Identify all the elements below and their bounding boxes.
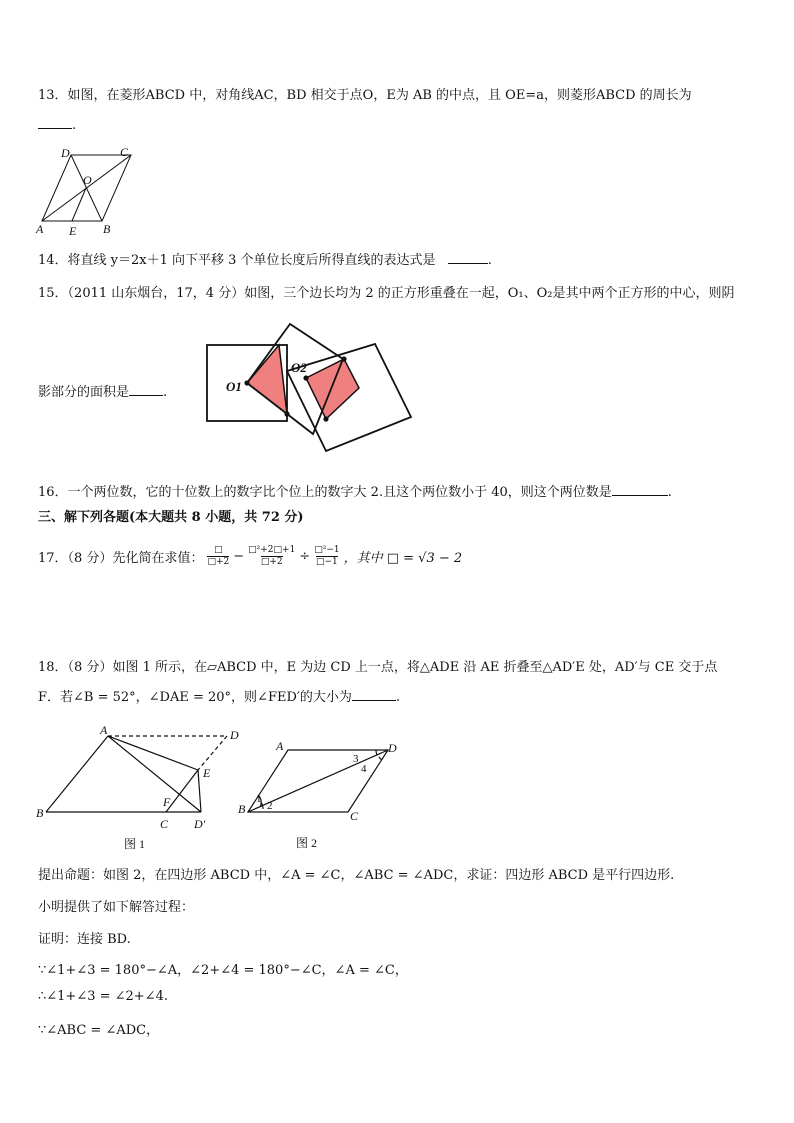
q17-prefix: 17．（8 分）先化简在求值： <box>38 551 204 566</box>
q13-stem: 13．如图，在菱形ABCD 中，对角线AC，BD 相交于点O，E为 AB 的中点，且 OE=a，则菱形ABCD 的周长为 <box>38 88 692 103</box>
q18-text-line2 <box>38 686 400 705</box>
q13-label-B: B <box>103 222 111 236</box>
fig1-label-D: D <box>230 728 239 742</box>
q18-end: . <box>395 690 400 705</box>
proof-line-4: ∵∠ABC = ∠ADC， <box>38 1023 160 1038</box>
q13-answer-line <box>38 118 76 133</box>
q16-stem: 16．一个两位数，它的十位数上的数字比个位上的数字大 2.且这个两位数小于 40，则这个两位数是 <box>38 485 612 500</box>
q14-stem: 14．将直线 y＝2x＋1 向下平移 3 个单位长度后所得直线的表达式是 <box>38 253 436 268</box>
q16-answer-blank[interactable] <box>612 495 668 496</box>
q17-fraction-1 <box>207 545 229 568</box>
q17-fraction-3 <box>314 545 339 568</box>
fig2-label-B: B <box>238 802 246 816</box>
q15-stem-2: 影部分的面积是 <box>38 385 130 400</box>
q16-text <box>38 481 672 500</box>
fig2-num-1: 1 <box>256 793 262 805</box>
q18-stem-2: F．若∠B = 52°，∠DAE = 20°，则∠FED′的大小为 <box>38 690 352 705</box>
proof-line-2: ∵∠1+∠3 = 180°−∠A，∠2+∠4 = 180°−∠C，∠A = ∠C， <box>38 963 408 978</box>
q15-stem-1: 15．（2011 山东烟台，17，4 分）如图，三个边长均为 2 的正方形重叠在一起，O₁、O₂是其中两个正方形的中心，则阴 <box>38 286 735 301</box>
q14-end: . <box>487 253 492 268</box>
q14-answer-blank[interactable] <box>448 263 488 264</box>
q18-intro: 小明提供了如下解答过程： <box>38 900 195 915</box>
fig2-label-A: A <box>276 739 284 753</box>
q17-minus: − <box>233 549 245 564</box>
fig1-label-F: F <box>163 795 171 809</box>
q15-end: . <box>163 385 168 400</box>
fig2-label-C: C <box>350 809 359 823</box>
q17-frac2-den: □+2 <box>260 557 283 567</box>
q15-answer-blank[interactable] <box>129 395 163 396</box>
fig1-label-A: A <box>100 723 108 737</box>
fig2-num-3: 3 <box>353 753 359 765</box>
q15-squares-figure <box>200 316 416 452</box>
q17-fraction-2 <box>248 545 295 568</box>
fig1-label-B: B <box>36 806 44 820</box>
fig1-label-Dp: D′ <box>194 817 206 831</box>
q18-text-line1 <box>38 656 717 675</box>
q18-figure-1 <box>32 722 252 854</box>
proof-line-1: 证明：连接 BD. <box>38 932 131 947</box>
q17-divide: ÷ <box>299 549 311 564</box>
q17-condition: ，其中 □ = √3 − 2 <box>343 551 463 566</box>
q17-frac1-den: □+2 <box>207 557 230 567</box>
q18-proposal: 提出命题：如图 2，在四边形 ABCD 中，∠A = ∠C，∠ABC = ∠ADC，求证：四边形 ABCD 是平行四边形. <box>38 868 675 883</box>
q15-text-line1 <box>38 282 734 301</box>
fig1-label-E: E <box>203 766 211 780</box>
q15-text-line2 <box>38 381 167 400</box>
q13-answer-blank[interactable] <box>38 128 72 129</box>
q13-label-A: A <box>36 222 44 236</box>
fig2-caption: 图 2 <box>296 836 318 850</box>
q13-label-C: C <box>120 145 129 159</box>
fig1-caption: 图 1 <box>124 837 146 851</box>
q17-frac2-num: □²+2□+1 <box>248 545 296 555</box>
q18-figure-2 <box>238 736 404 854</box>
q18-answer-blank[interactable] <box>352 700 396 701</box>
q13-label-O: O <box>83 173 92 187</box>
q18-stem-1: 18．（8 分）如图 1 所示，在▱ABCD 中，E 为边 CD 上一点，将△ADE 沿 AE 折叠至△AD′E 处，AD′与 CE 交于点 <box>38 660 718 675</box>
q17-frac3-num: □²−1 <box>314 545 340 555</box>
q14-text <box>38 249 492 268</box>
fig2-num-2: 2 <box>267 800 273 812</box>
q13-rhombus-figure <box>34 144 138 236</box>
fig2-label-D: D <box>388 741 397 755</box>
q13-text <box>38 84 692 103</box>
fig2-num-4: 4 <box>361 763 367 775</box>
q13-label-D: D <box>61 146 70 160</box>
q15-label-o2: O2 <box>291 360 307 375</box>
fig1-label-C: C <box>160 817 169 831</box>
q13-end: . <box>72 118 77 133</box>
q17-frac3-den: □−1 <box>316 557 338 567</box>
q17-frac1-num: □ <box>214 545 223 555</box>
q16-end: . <box>667 485 672 500</box>
proof-line-3: ∴∠1+∠3 = ∠2+∠4. <box>38 989 168 1004</box>
q13-label-E: E <box>69 224 77 236</box>
q15-label-o1: O1 <box>226 379 242 394</box>
section-3-heading: 三、解下列各题(本大题共 8 小题，共 72 分) <box>38 510 304 525</box>
q17-text <box>38 545 462 568</box>
